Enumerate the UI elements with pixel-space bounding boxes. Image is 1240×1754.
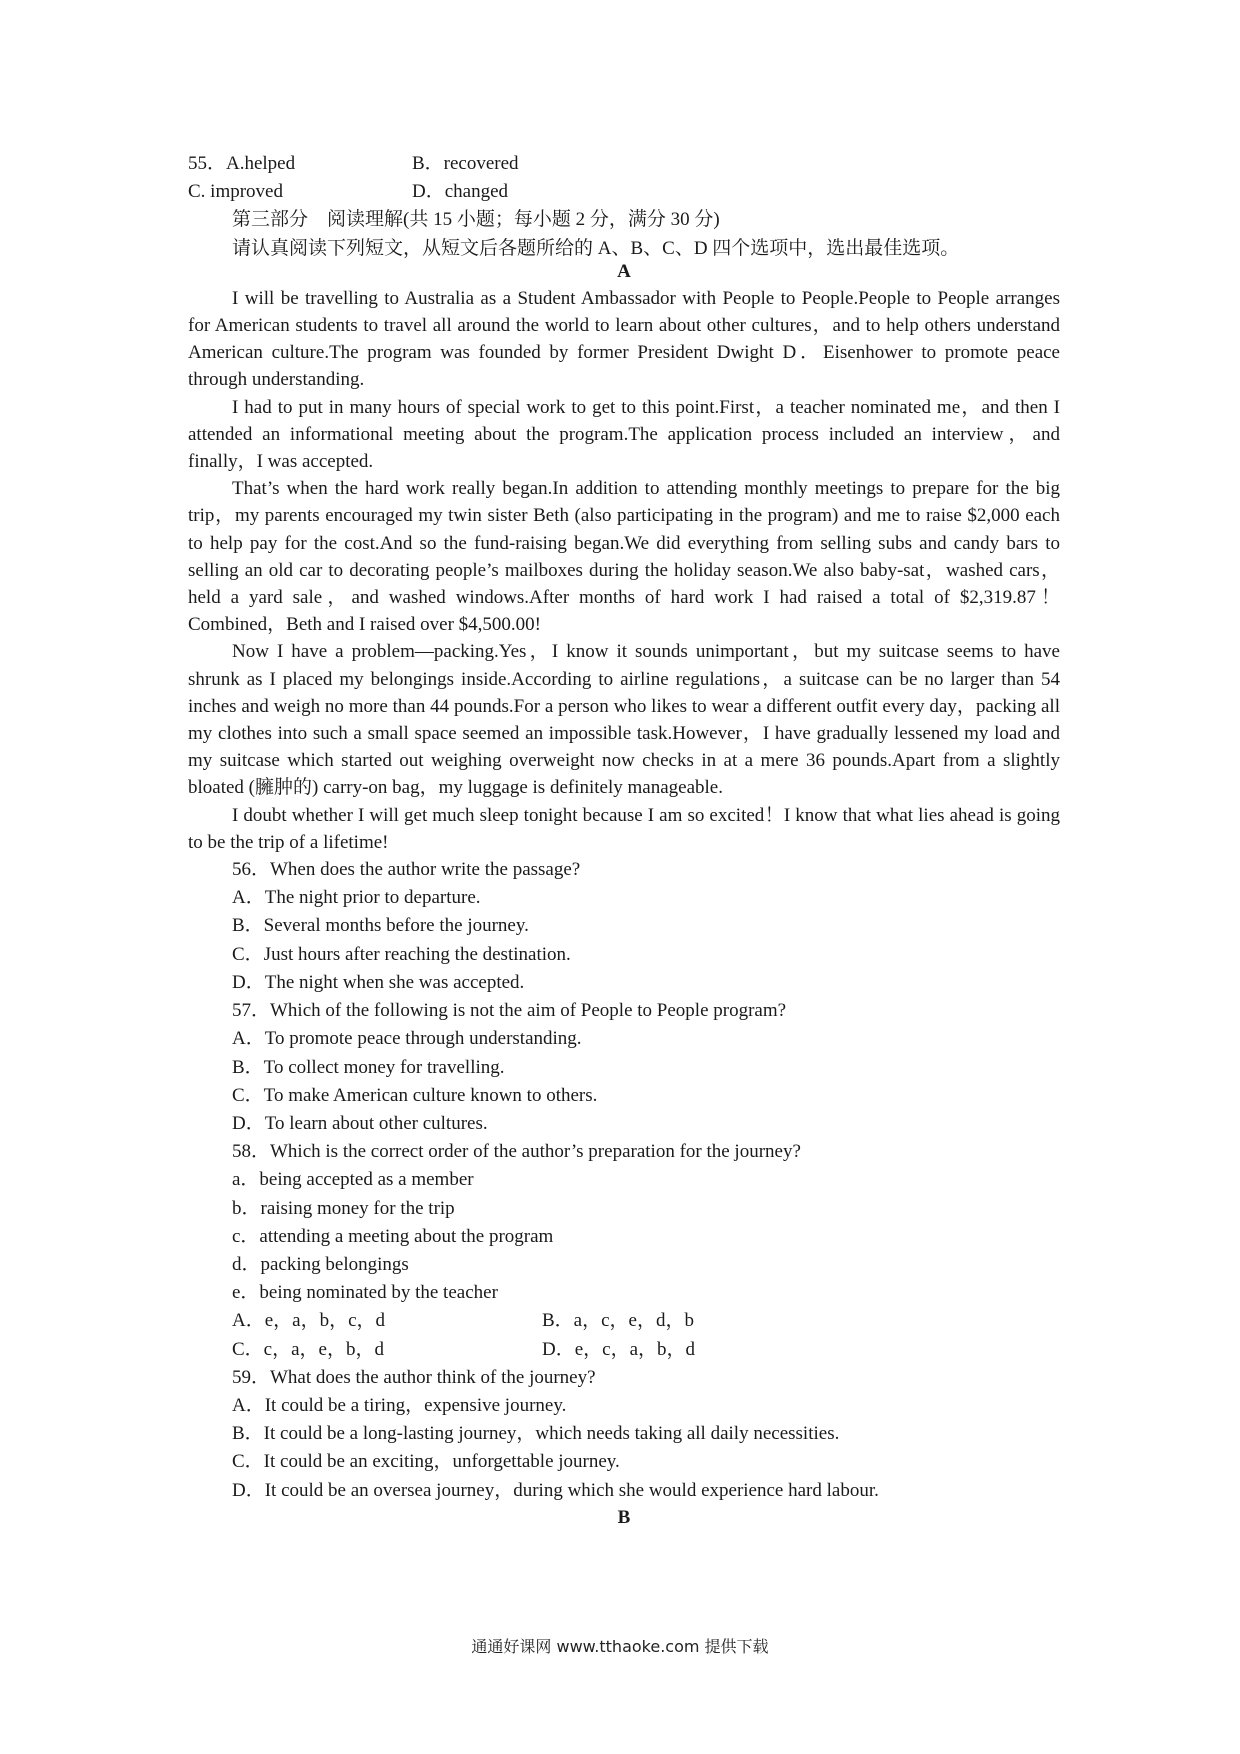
q58-options-row1: [188, 1307, 1060, 1335]
option-c: C．c，a，e，b，d: [232, 1338, 384, 1360]
list-item: a．being accepted as a member: [232, 1169, 474, 1191]
list-item: b．raising money for the trip: [232, 1197, 455, 1219]
exam-page: [188, 150, 1060, 1531]
question-59: [188, 1364, 1060, 1505]
option-a: A．The night prior to departure.: [232, 887, 481, 909]
question-56: [188, 856, 1060, 997]
question-58: [188, 1138, 1060, 1364]
option-d: D．The night when she was accepted.: [232, 971, 525, 993]
option-c: C．To make American culture known to others.: [232, 1084, 598, 1106]
option-b: B．To collect money for travelling.: [232, 1056, 505, 1078]
passage-a-paragraph-3: That’s when the hard work really began.In addition to attending monthly meetings to prepare for the big trip，my parents encouraged my twin sister Beth (also participating in the program) and me to raise $2,000 each to help pay for the cost.And so the fund-raising began.We did everything from selling subs and candy bars to selling an old car to decorating people’s mailboxes during the holiday season.We also baby-sat，washed cars，held a yard sale，and washed windows.After months of hard work I had raised a total of $2,319.87！Combined，Beth and I raised over $4,500.00!: [188, 478, 1060, 636]
list-item: c．attending a meeting about the program: [232, 1225, 554, 1247]
section-instruction: 请认真阅读下列短文，从短文后各题所给的 A、B、C、D 四个选项中，选出最佳选项。: [232, 237, 960, 259]
q55-option-d: D．changed: [412, 181, 509, 203]
option-d: D．To learn about other cultures.: [232, 1112, 488, 1134]
list-item: e．being nominated by the teacher: [232, 1282, 498, 1304]
list-item: d．packing belongings: [232, 1253, 409, 1275]
option-a: A．To promote peace through understanding.: [232, 1028, 582, 1050]
q58-options-row2: [188, 1336, 1060, 1364]
option-d: D．e，c，a，b，d: [542, 1338, 696, 1360]
passage-a-paragraph-1: I will be travelling to Australia as a Student Ambassador with People to People.People to People arranges for American students to travel all around the world to learn about other cultures，and to help others understand American culture.The program was founded by former President Dwight D．Eisenhower to promote peace through understanding.: [188, 287, 1060, 391]
option-c: C．It could be an exciting，unforgettable journey.: [232, 1451, 620, 1473]
passage-a-paragraph-5: I doubt whether I will get much sleep tonight because I am so excited！I know that what lies ahead is going to be the trip of a lifetime!: [188, 804, 1060, 853]
section-heading: 第三部分 阅读理解(共 15 小题；每小题 2 分，满分 30 分): [232, 209, 720, 231]
option-a: A．e，a，b，c，d: [232, 1310, 386, 1332]
q55-option-a: 55．A.helped: [188, 153, 296, 174]
question-stem: 56．When does the author write the passage?: [232, 859, 581, 881]
passage-a-paragraph-2: I had to put in many hours of special work to get to this point.First，a teacher nominated me，and then I attended an informational meeting about the program.The application process included an interview，and finally，I was accepted.: [188, 396, 1060, 473]
option-b: B．a，c，e，d，b: [542, 1310, 694, 1332]
option-a: A．It could be a tiring，expensive journey.: [232, 1394, 567, 1416]
q55-option-b: B．recovered: [412, 153, 519, 174]
q55-option-c: C. improved: [188, 181, 283, 203]
question-57: [188, 997, 1060, 1138]
passage-b-label: B: [617, 1506, 631, 1528]
passage-a-label: A: [617, 260, 631, 282]
passage-a-paragraph-4: Now I have a problem—packing.Yes，I know it sounds unimportant，but my suitcase seems to have shrunk as I placed my belongings inside.According to airline regulations，a suitcase can be no larger than 54 inches and weigh no more than 44 pounds.For a person who likes to wear a different outfit every day，packing all my clothes into such a small space seemed an impossible task.However，I have gradually lessened my load and my suitcase which started out weighing overweight now checks in at a mere 36 pounds.Apart from a slightly bloated (臃肿的) carry-on bag，my luggage is definitely manageable.: [188, 641, 1060, 799]
q55-options-row1: [188, 150, 1060, 178]
option-d: D．It could be an oversea journey，during which she would experience hard labour.: [232, 1479, 879, 1501]
option-b: B．Several months before the journey.: [232, 915, 529, 937]
option-c: C．Just hours after reaching the destination.: [232, 943, 571, 965]
question-stem: 57．Which of the following is not the aim of People to People program?: [232, 1000, 787, 1022]
page-footer: 通通好课网 www.tthaoke.com 提供下载: [471, 1637, 769, 1656]
q55-options-row2: [188, 178, 1060, 206]
question-stem: 59．What does the author think of the journey?: [232, 1366, 596, 1388]
option-b: B．It could be a long-lasting journey，which needs taking all daily necessities.: [232, 1423, 840, 1445]
question-stem: 58．Which is the correct order of the author’s preparation for the journey?: [232, 1141, 801, 1163]
